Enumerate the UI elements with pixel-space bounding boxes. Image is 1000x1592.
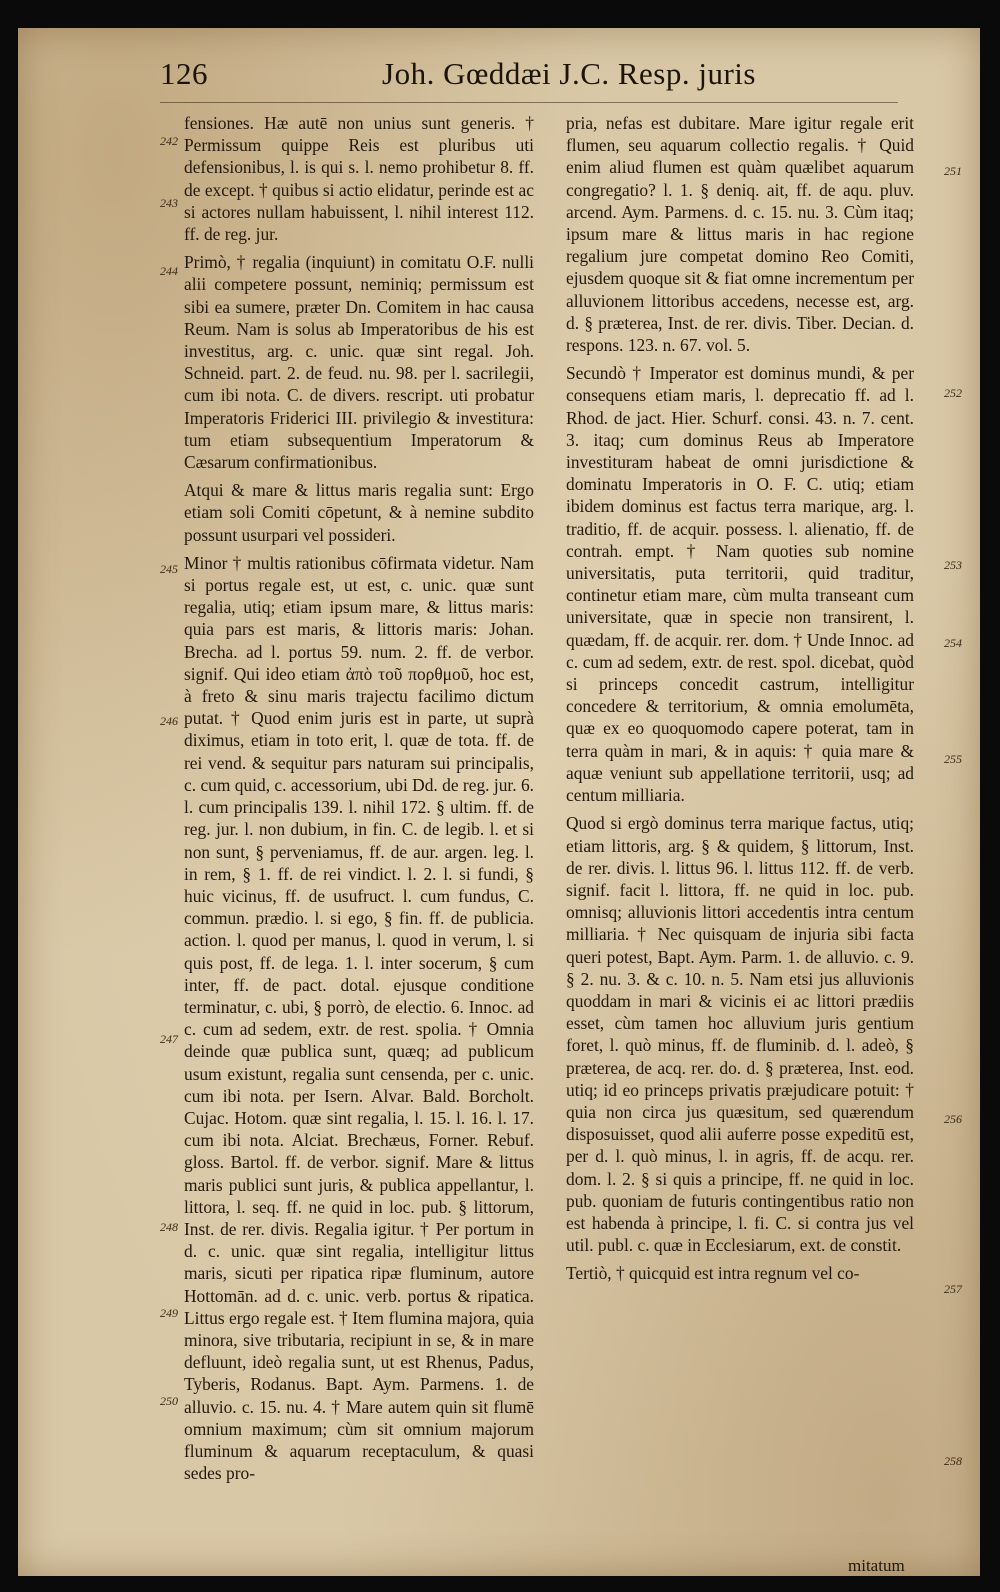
- margin-number: 255: [944, 752, 962, 766]
- running-title: Joh. Gœddæi J.C. Resp. juris: [382, 56, 756, 91]
- margin-number: 242: [160, 134, 178, 148]
- right-paragraph: Secundò † Imperator est dominus mundi, & per consequens etiam maris, l. deprecatio ff. ad l. Rhod. de jact. Hier. Schurf. consi. 43. n. 7. cent. 3. itaq; cum dominus Reus ab Imperatore investituram habeat de omni jurisdictione & dominatu Imperatoris in O. F. C. utiq; etiam ibidem dominus est factus terra marique, arg. l. traditio, ff. de acquir. possess. l. alienatio, ff. de contrah. empt. † Nam quoties sub nomine universitatis, puta territorii, quid traditur, continetur etiam mare, cùm multa transeant cum universitate, quæ in specie non transirent, l. quædam, ff. de acquir. rer. dom. † Unde Innoc. ad c. cum ad sedem, extr. de rest. spol. dicebat, quòd si princeps concedit castrum, intelligitur concedere & territorium, & omnia emolumēta, quæ ex eo quoquomodo capere poterat, tam in terra quàm in mari, & in aquis: † quia mare & aquæ veniunt sub appellatione territorii, usq; ad centum milliaria.: [566, 363, 914, 806]
- left-paragraph: Primò, † regalia (inquiunt) in comitatu O.F. nulli alii competere possunt, neminiq; permissum est sibi ea sumere, præter Dn. Comitem in hac causa Reum. Nam is solus ab Imperatoribus de his est investitus, arg. c. unic. quæ sint regal. Joh. Schneid. part. 2. de feud. nu. 98. per l. sacrilegii, cum ibi nota. C. de divers. rescript. uti probatur Imperatoris Friderici III. privilegio & investitura: tum etiam subsequentium Imperatorum & Cæsarum confirmationibus.: [184, 252, 534, 473]
- right-column: [566, 112, 914, 1291]
- margin-number: 257: [944, 1282, 962, 1296]
- margin-number: 243: [160, 196, 178, 210]
- margin-number: 244: [160, 264, 178, 278]
- left-paragraph: Minor † multis rationibus cōfirmata videtur. Nam si portus regale est, ut est, c. unic. quæ sunt regalia, utiq; etiam ipsum mare, & littus maris: quia pars est maris, & littoris maris: Johan. Brecha. ad l. portus 59. num. 2. ff. de verbor. signif. Qui ideo etiam ἀπὸ τοῦ πορθμοῦ, hoc est, à freto & sinu maris trajectu facilimo dictum putat. † Quod enim juris est in parte, ut suprà diximus, etiam in toto erit, l. quæ de tota. ff. de rei vend. & sequitur pars naturam sui principalis, c. cum quid, c. accessorium, ubi Dd. de reg. jur. 6. l. cum principalis 139. l. nihil 172. § ultim. ff. de reg. jur. l. non dubium, in fin. C. de legib. l. et si non sunt, § perveniamus, ff. de aur. argen. leg. l. in rem, § 1. ff. de rei vindict. l. 2. l. si fundi, § huic vicinus, ff. de usufruct. l. cum fundus, C. commun. prædio. l. si ego, § fin. ff. de publicia. action. l. quod per manus, l. quod in verum, l. si quis post, ff. de lega. 1. l. inter socerum, § cum inter, ff. de pact. dotal. ejusque conditione terminatur, c. ubi, § porrò, de electio. 6. Innoc. ad c. cum ad sedem, extr. de rest. spolia. † Omnia deinde quæ publica sunt, quæq; ad publicum usum existunt, regalia sunt censenda, per c. unic. cum ibi nota. per Isern. Alvar. Bald. Borcholt. Cujac. Hotom. quæ sint regalia, l. 15. l. 16. l. 17. cum ibi nota. Alciat. Brechæus, Forner. Rebuf. gloss. Bartol. ff. de verbor. signif. Mare & littus maris publici sunt juris, & publica appellantur, l. littora, l. seq. ff. ne quid in loc. pub. § littorum, Inst. de rer. divis. Regalia igitur. † Per portum in d. c. unic. quæ sint regalia, intelligitur littus maris, sicuti per ripatica ripæ fluminum, autore Hottomān. ad d. c. unic. verb. portus & ripatica. Littus ergo regale est. † Item flumina majora, quia minora, sive tributaria, recipiunt in se, & in mare defluunt, ideò regalia sunt, ut est Rhenus, Padus, Tyberis, Rodanus. Bapt. Aym. Parmens. 1. de alluvio. c. 15. nu. 4. † Mare autem quin sit flumē omnium maximum; cùm sit omnium majorum fluminum & aquarum receptaculum, & quasi sedes pro-: [184, 552, 534, 1484]
- margin-number: 253: [944, 558, 962, 572]
- right-paragraph: Quod si ergò dominus terra marique factus, utiq; etiam littoris, arg. § & quidem, § littorum, Inst. de rer. divis. l. littus 96. l. littus 112. ff. de verb. signif. facit l. littora, ff. ne quid in loc. pub. omnisq; alluvionis littori accedentis intra centum milliaria. † Nec quisquam de injuria sibi facta queri potest, Bapt. Aym. Parm. 1. de alluvio. c. 9. § 2. nu. 3. & c. 10. n. 5. Nam etsi jus alluvionis quoddam in mari & vicinis ei ac littori prædiis esset, cùm tamen hoc alluvium juris gentium foret, l. quò minus, ff. de fluminib. d. l. adeò, § præterea, de acq. rer. do. d. § præterea, Inst. eod. utiq; id eo princeps privatis præjudicare potuit: † quia non circa jus quæsitum, sed quærendum disposuisset, quod alii auferre posse expeditū est, per d. l. quò minus, l. in agris, ff. de acqu. rer. dom. l. 2. § si quis a principe, ff. ne quid in loc. pub. quoniam de futuris contingentibus ratio non est habenda à principe, l. fi. C. si contra jus vel util. publ. c. quæ in Ecclesiarum, ext. de constit.: [566, 813, 914, 1256]
- catchword: mitatum: [848, 1556, 905, 1575]
- margin-number: 254: [944, 636, 962, 650]
- margin-number: 248: [160, 1220, 178, 1234]
- margin-number: 256: [944, 1112, 962, 1126]
- left-column: [184, 112, 534, 1490]
- folio-number: 126: [160, 56, 208, 91]
- margin-number: 245: [160, 562, 178, 576]
- margin-number: 246: [160, 714, 178, 728]
- margin-number: 250: [160, 1394, 178, 1408]
- right-paragraph: Tertiò, † quicquid est intra regnum vel co-: [566, 1263, 860, 1284]
- left-paragraph: Atqui & mare & littus maris regalia sunt: Ergo etiam soli Comiti cōpetunt, & à nemine subdito possunt usurpari vel possideri.: [184, 480, 534, 545]
- right-paragraph: pria, nefas est dubitare. Mare igitur regale erit flumen, seu aquarum collectio regalis. † Quid enim aliud flumen est quàm quælibet aquarum congregatio? l. 1. § deniq. ait, ff. de aqu. pluv. arcend. Aym. Parmens. d. c. 15. nu. 3. Cùm itaq; ipsum mare & littus maris in hac regione regalium jure competat domino Reo Comiti, ejusdem quoque sit & fiat omne incrementum per alluvionem littoribus accedens, necesse est, arg. d. § præterea, Inst. de rer. divis. Tiber. Decian. d. respons. 123. n. 67. vol. 5.: [566, 113, 914, 356]
- margin-number: 251: [944, 164, 962, 178]
- left-paragraph: fensiones. Hæ autē non unius sunt generis. † Permissum quippe Reis est pluribus uti defensionibus, l. is qui s. l. nemo prohibetur 8. ff. de except. † quibus si actio elidatur, perinde est ac si actores nullam habuissent, l. nihil interest 112. ff. de reg. jur.: [184, 113, 534, 245]
- header-rule: [160, 102, 898, 103]
- margin-number: 249: [160, 1306, 178, 1320]
- margin-number: 247: [160, 1032, 178, 1046]
- margin-number: 252: [944, 386, 962, 400]
- margin-number: 258: [944, 1454, 962, 1468]
